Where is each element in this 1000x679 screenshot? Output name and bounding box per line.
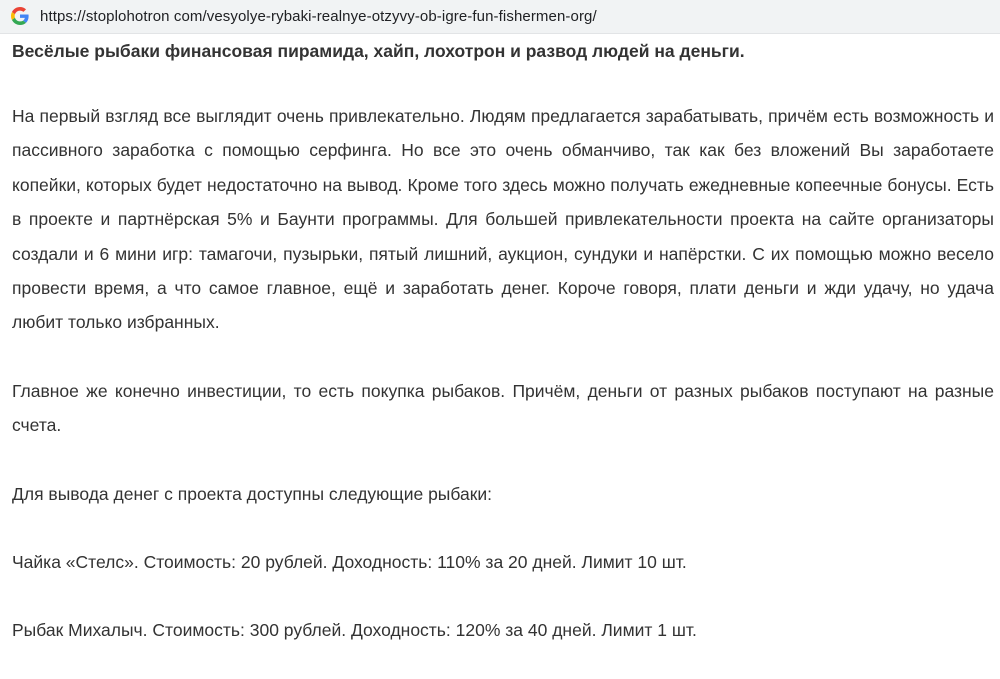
article-title: Весёлые рыбаки финансовая пирамида, хайп, лохотрон и развод людей на деньги. — [12, 41, 745, 61]
paragraph-investments: Главное же конечно инвестиции, то есть покупка рыбаков. Причём, деньги от разных рыбаков поступают на разные счета. — [12, 380, 994, 436]
google-g-icon — [11, 7, 29, 25]
paragraph-withdrawal: Для вывода денег с проекта доступны следующие рыбаки: — [12, 483, 493, 504]
url-text[interactable]: https://stoplohotron com/vesyolye-rybaki-realnye-otzyvy-ob-igre-fun-fishermen-org/ — [40, 8, 597, 25]
paragraph-fisher-mikhalych: Рыбак Михалыч. Стоимость: 300 рублей. Доходность: 120% за 40 дней. Лимит 1 шт. — [12, 620, 697, 641]
paragraph-fisher-seagull: Чайка «Стелс». Стоимость: 20 рублей. Доходность: 110% за 20 дней. Лимит 10 шт. — [12, 552, 687, 573]
article-body — [12, 34, 994, 648]
address-bar[interactable] — [0, 0, 1000, 34]
paragraph-intro: На первый взгляд все выглядит очень привлекательно. Людям предлагается зарабатывать, причём есть возможность и пассивного заработка с помощью серфинга. Но все это очень обманчиво, так как без вложений Вы заработаете копейки, которых будет недостаточно на вывод. Кроме того здесь можно получать ежедневные копеечные бонусы. Есть в проекте и партнёрская 5% и Баунти программы. Для большей привлекательности проекта на сайте организаторы создали и 6 мини игр: тамагочи, пузырьки, пятый лишний, аукцион, сундуки и напёрстки. С их помощью можно весело провести время, а что самое главное, ещё и заработать денег. Короче говоря, плати деньги и жди удачу, но удача любит только избранных. — [12, 106, 994, 333]
